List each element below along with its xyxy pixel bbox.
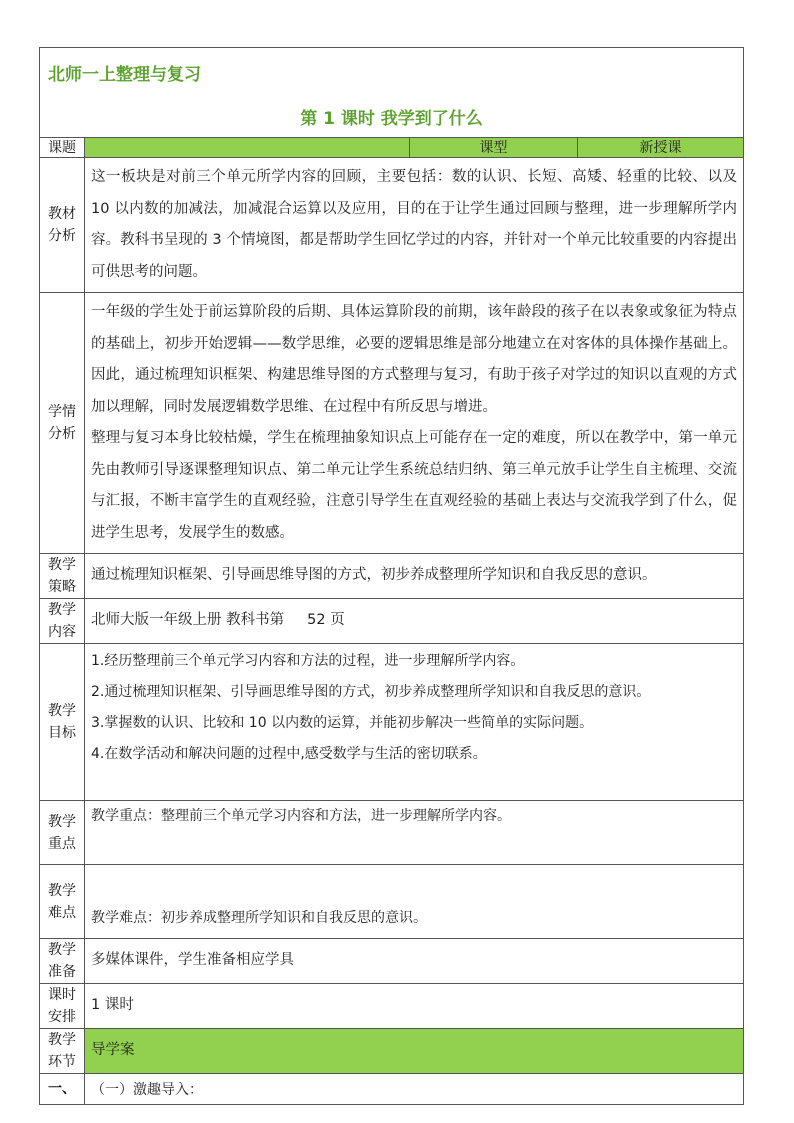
learner-paragraph-1: 一年级的学生处于前运算阶段的后期、具体运算阶段的前期，该年龄段的孩子在以表象或象征为特点的基础上，初步开始逻辑——数学思维，必要的逻辑思维是部分地建立在对客体的具体操作基础上。因此，通过梳理知识框架、构建思维导图的方式整理与复习，有助于孩子对学过的知识以直观的方式加以理解，同时发展逻辑数学思维、在过程中有所反思与增进。: [91, 304, 737, 415]
content-label: 教学 内容: [40, 599, 85, 644]
learner-label: 学情 分析: [40, 293, 85, 554]
step-one-label: 一、: [40, 1074, 85, 1105]
topic-label: 课题: [40, 138, 85, 158]
type-label: 课型: [410, 138, 578, 158]
lesson-title: 第 1 课时 我学到了什么: [300, 109, 483, 129]
stage-text: 导学案: [85, 1029, 744, 1074]
material-analysis-text: 这一板块是对前三个单元所学内容的回顾，主要包括：数的认识、长短、高矮、轻重的比较、以及 10 以内数的加减法，加减混合运算以及应用，目的在于让学生通过回顾与整理，进一步理解所学内容。教科书呈现的 3 个情境图，都是帮助学生回忆学过的内容，并针对一个单元比较重要的内容提出可供思考的问题。: [85, 158, 744, 293]
difficulties-label: 教学 难点: [40, 865, 85, 939]
objectives-list: [85, 644, 744, 801]
content-text: 北师大版一年级上册 教科书第 52 页: [85, 599, 744, 644]
lesson-plan-page: [39, 47, 743, 1105]
stage-label: 教学 环节: [40, 1029, 85, 1074]
objective-item: 4.在数学活动和解决问题的过程中,感受数学与生活的密切联系。: [91, 746, 487, 762]
objective-item: 2.通过梳理知识框架、引导画思维导图的方式，初步养成整理所学知识和自我反思的意识。: [91, 684, 651, 700]
objective-item: 1.经历整理前三个单元学习内容和方法的过程，进一步理解所学内容。: [91, 653, 525, 669]
strategy-label: 教学 策略: [40, 554, 85, 599]
topic-value: [85, 138, 410, 158]
preparation-label: 教学 准备: [40, 939, 85, 984]
type-value: 新授课: [578, 138, 744, 158]
objectives-label: 教学 目标: [40, 644, 85, 801]
key-points-label: 教学 重点: [40, 801, 85, 865]
strategy-text: 通过梳理知识框架、引导画思维导图的方式，初步养成整理所学知识和自我反思的意识。: [85, 554, 744, 599]
key-points-text: 教学重点：整理前三个单元学习内容和方法，进一步理解所学内容。: [85, 801, 744, 865]
objective-item: 3.掌握数的认识、比较和 10 以内数的运算，并能初步解决一些简单的实际问题。: [91, 715, 594, 731]
preparation-text: 多媒体课件，学生准备相应学具: [85, 939, 744, 984]
lesson-plan-table: [39, 47, 744, 1105]
series-title: 北师一上整理与复习: [48, 65, 201, 85]
learner-analysis-text: [85, 293, 744, 554]
learner-paragraph-2: 整理与复习本身比较枯燥，学生在梳理抽象知识点上可能存在一定的难度，所以在教学中，第一单元先由教师引导逐课整理知识点、第二单元让学生系统总结归纳、第三单元放手让学生自主梳理、交流与汇报，不断丰富学生的直观经验，注意引导学生在直观经验的基础上表达与交流我学到了什么，促进学生思考，发展学生的数感。: [91, 430, 737, 541]
material-label: 教材 分析: [40, 158, 85, 293]
schedule-label: 课时 安排: [40, 984, 85, 1029]
step-one-text: （一）激趣导入：: [85, 1074, 744, 1105]
schedule-text: 1 课时: [85, 984, 744, 1029]
header-cell: [40, 48, 744, 138]
difficulties-text: 教学难点：初步养成整理所学知识和自我反思的意识。: [85, 865, 744, 939]
